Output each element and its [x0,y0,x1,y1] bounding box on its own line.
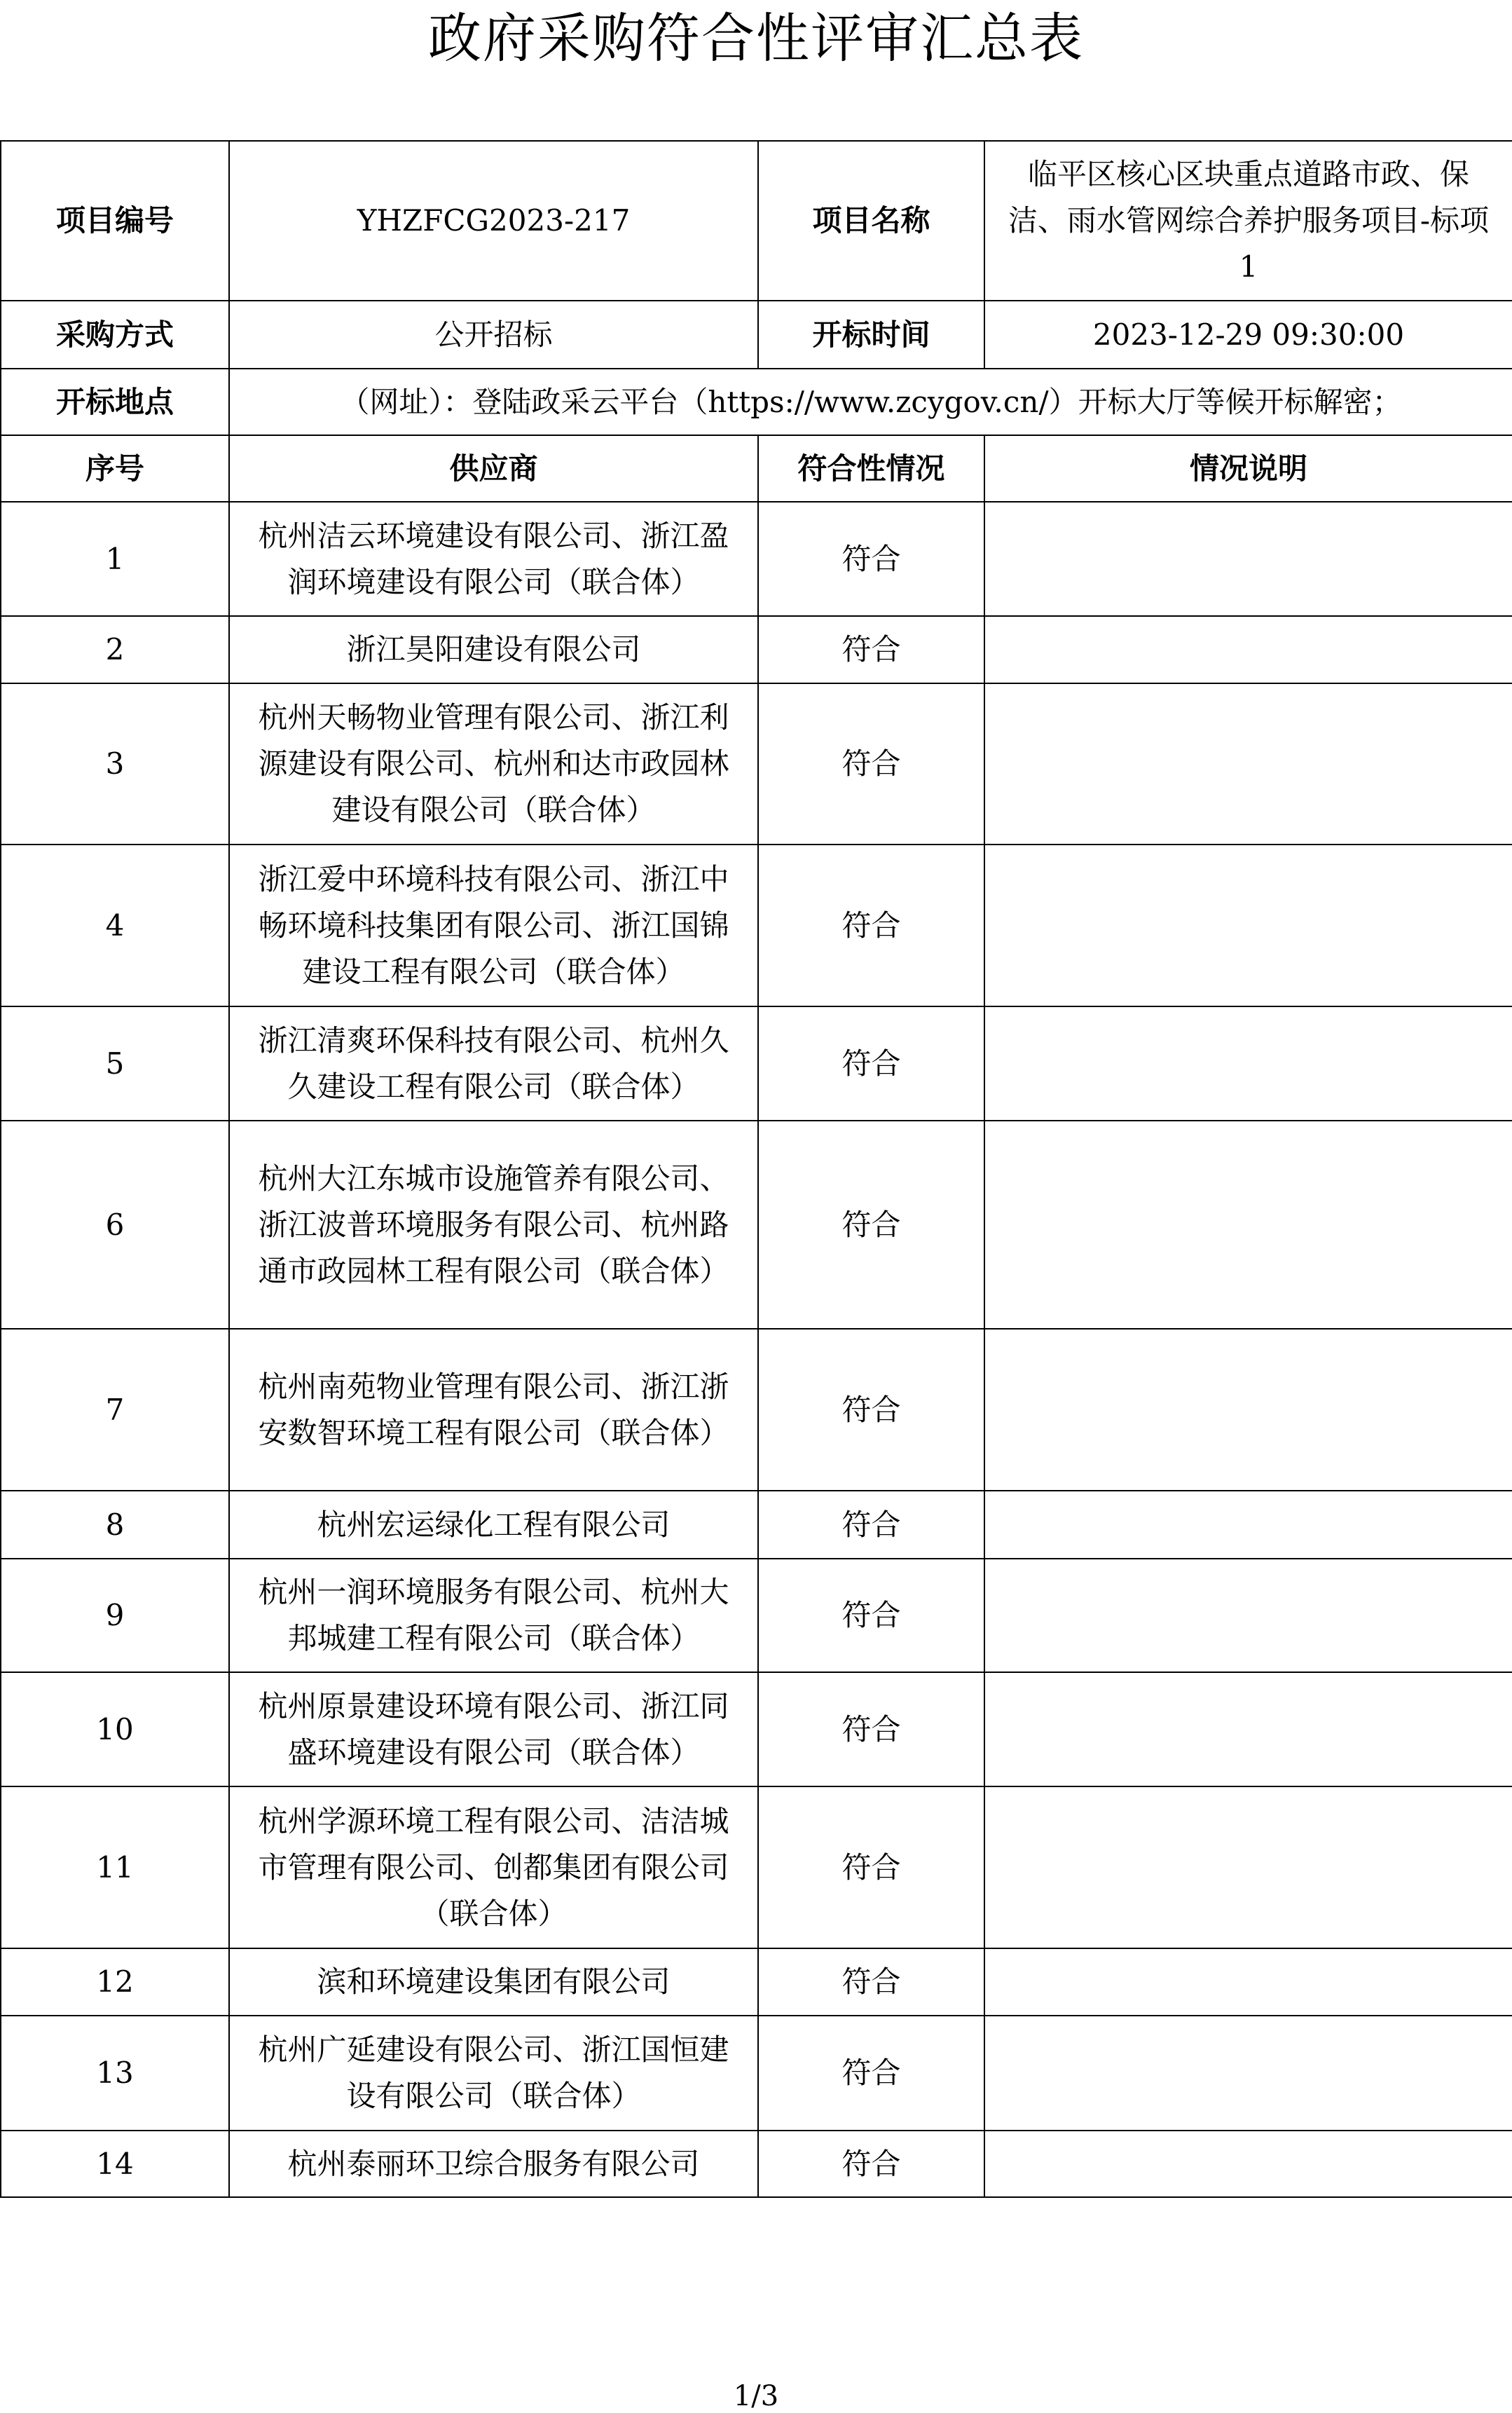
row-note [984,1948,1512,2016]
open-time-label: 开标时间 [758,301,984,369]
row-note [984,502,1512,616]
row-status: 符合 [758,2131,984,2197]
table-row [1,683,1512,845]
table-row [1,1491,1512,1559]
table-row [1,1006,1512,1121]
row-status: 符合 [758,845,984,1006]
row-status: 符合 [758,1121,984,1329]
column-header-row [1,435,1512,502]
table-row [1,1559,1512,1672]
table-row [1,1672,1512,1786]
row-status: 符合 [758,683,984,845]
table-row [1,845,1512,1006]
row-note [984,1491,1512,1559]
row-status: 符合 [758,502,984,616]
row-no: 14 [1,2131,229,2197]
row-no: 13 [1,2016,229,2131]
table-row [1,1121,1512,1329]
row-status: 符合 [758,1672,984,1786]
project-name-label: 项目名称 [758,141,984,301]
row-note [984,2016,1512,2131]
row-no: 12 [1,1948,229,2016]
row-supplier: 杭州泰丽环卫综合服务有限公司 [229,2131,758,2197]
row-note [984,1329,1512,1491]
project-name-value: 临平区核心区块重点道路市政、保洁、雨水管网综合养护服务项目-标项1 [984,141,1512,301]
row-no: 5 [1,1006,229,1121]
row-no: 10 [1,1672,229,1786]
row-supplier: 杭州南苑物业管理有限公司、浙江浙安数智环境工程有限公司（联合体） [229,1329,758,1491]
row-status: 符合 [758,1006,984,1121]
row-note [984,1006,1512,1121]
row-status: 符合 [758,1559,984,1672]
row-note [984,845,1512,1006]
row-no: 8 [1,1491,229,1559]
row-note [984,616,1512,683]
row-supplier: 杭州原景建设环境有限公司、浙江同盛环境建设有限公司（联合体） [229,1672,758,1786]
row-status: 符合 [758,1491,984,1559]
method-value: 公开招标 [229,301,758,369]
row-status: 符合 [758,2016,984,2131]
row-note [984,1559,1512,1672]
row-no: 1 [1,502,229,616]
row-no: 2 [1,616,229,683]
row-supplier: 杭州大江东城市设施管养有限公司、浙江波普环境服务有限公司、杭州路通市政园林工程有限公司（联合体） [229,1121,758,1329]
table-row [1,1786,1512,1948]
project-no-label: 项目编号 [1,141,229,301]
row-supplier: 浙江清爽环保科技有限公司、杭州久久建设工程有限公司（联合体） [229,1006,758,1121]
page-title: 政府采购符合性评审汇总表 [428,7,1084,69]
row-no: 9 [1,1559,229,1672]
row-no: 6 [1,1121,229,1329]
row-supplier: 浙江爱中环境科技有限公司、浙江中畅环境科技集团有限公司、浙江国锦建设工程有限公司（联合体） [229,845,758,1006]
row-no: 3 [1,683,229,845]
info-row-method [1,301,1512,369]
row-note [984,1672,1512,1786]
row-supplier: 杭州学源环境工程有限公司、洁洁城市管理有限公司、创都集团有限公司（联合体） [229,1786,758,1948]
row-supplier: 杭州天畅物业管理有限公司、浙江利源建设有限公司、杭州和达市政园林建设有限公司（联合体） [229,683,758,845]
table-row [1,1329,1512,1491]
row-status: 符合 [758,1948,984,2016]
table-row [1,2131,1512,2197]
row-no: 11 [1,1786,229,1948]
row-no: 7 [1,1329,229,1491]
col-header-no: 序号 [1,435,229,502]
location-label: 开标地点 [1,369,229,435]
col-header-note: 情况说明 [984,435,1512,502]
info-row-project [1,141,1512,301]
review-table [0,140,1512,2198]
row-status: 符合 [758,616,984,683]
page-number: 1/3 [733,2380,779,2412]
row-note [984,1786,1512,1948]
col-header-status: 符合性情况 [758,435,984,502]
method-label: 采购方式 [1,301,229,369]
location-value: （网址）：登陆政采云平台（https://www.zcygov.cn/）开标大厅等候开标解密； [229,369,1512,435]
row-note [984,683,1512,845]
col-header-supplier: 供应商 [229,435,758,502]
row-supplier: 杭州广延建设有限公司、浙江国恒建设有限公司（联合体） [229,2016,758,2131]
table-row [1,1948,1512,2016]
row-note [984,2131,1512,2197]
row-supplier: 杭州一润环境服务有限公司、杭州大邦城建工程有限公司（联合体） [229,1559,758,1672]
open-time-value: 2023-12-29 09:30:00 [984,301,1512,369]
row-note [984,1121,1512,1329]
table-row [1,2016,1512,2131]
project-no-value: YHZFCG2023-217 [229,141,758,301]
row-supplier: 浙江昊阳建设有限公司 [229,616,758,683]
row-status: 符合 [758,1329,984,1491]
row-no: 4 [1,845,229,1006]
row-supplier: 滨和环境建设集团有限公司 [229,1948,758,2016]
table-row [1,616,1512,683]
row-supplier: 杭州洁云环境建设有限公司、浙江盈润环境建设有限公司（联合体） [229,502,758,616]
row-status: 符合 [758,1786,984,1948]
info-row-location [1,369,1512,435]
table-row [1,502,1512,616]
row-supplier: 杭州宏运绿化工程有限公司 [229,1491,758,1559]
